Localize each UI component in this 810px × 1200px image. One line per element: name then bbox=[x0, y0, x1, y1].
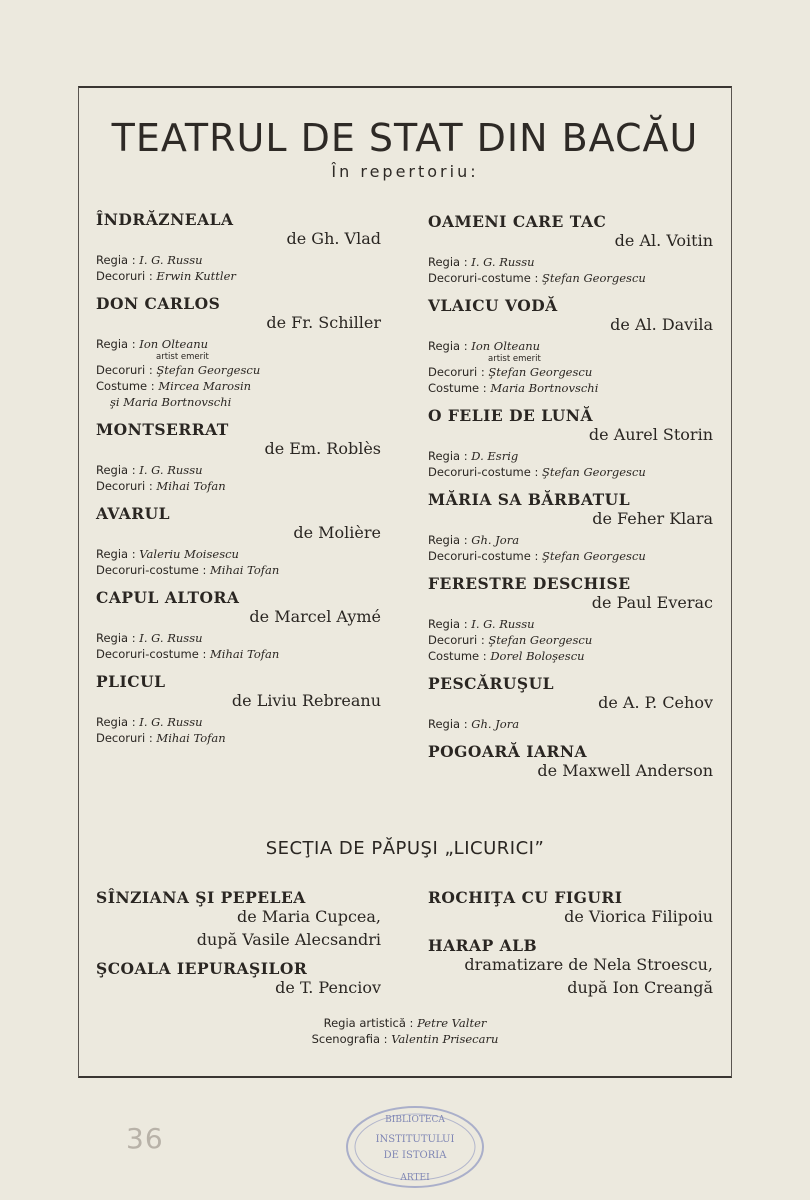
play-entry bbox=[428, 490, 713, 564]
play-title: PESCĂRUŞUL bbox=[428, 674, 555, 693]
play-title: CAPUL ALTORA bbox=[96, 588, 240, 607]
puppet-credit-line bbox=[0, 1015, 810, 1031]
credit-label: Regia : bbox=[428, 449, 468, 463]
credit-label: Regia : bbox=[96, 547, 136, 561]
puppet-left-column bbox=[96, 884, 381, 1007]
credit-name: Erwin Kuttler bbox=[156, 269, 236, 283]
credit-line bbox=[96, 462, 381, 478]
credit-label: Regia : bbox=[428, 717, 468, 731]
credit-label: Costume : bbox=[428, 381, 487, 395]
credit-label: Regia : bbox=[428, 339, 468, 353]
credit-label: Decoruri-costume : bbox=[96, 647, 207, 661]
credit-note: artist emerit bbox=[488, 354, 541, 364]
puppet-play-title: HARAP ALB bbox=[428, 936, 538, 955]
library-stamp bbox=[340, 1102, 490, 1192]
puppet-play-entry bbox=[96, 959, 381, 997]
puppet-credit-line bbox=[0, 1031, 810, 1047]
credit-name: Mircea Marosin bbox=[158, 379, 252, 393]
page-number: 36 bbox=[126, 1122, 164, 1155]
stamp-line-1: BIBLIOTECA bbox=[385, 1115, 445, 1125]
stamp-line-4: ARTEI bbox=[400, 1173, 430, 1183]
credit-name: Mihai Tofan bbox=[156, 731, 226, 745]
play-title: POGOARĂ IARNA bbox=[428, 742, 588, 761]
credit-label: Scenografia : bbox=[311, 1032, 388, 1046]
puppet-play-entry bbox=[428, 888, 713, 926]
credit-line bbox=[428, 254, 713, 270]
play-title: MĂRIA SA BĂRBATUL bbox=[428, 490, 631, 509]
play-author: de Maxwell Anderson bbox=[537, 761, 713, 780]
credit-label: Decoruri : bbox=[428, 365, 485, 379]
play-entry bbox=[96, 504, 381, 578]
credit-line bbox=[428, 548, 713, 564]
credit-label: Decoruri-costume : bbox=[428, 271, 539, 285]
credit-line bbox=[428, 632, 713, 648]
credit-name: Ion Olteanu bbox=[139, 337, 209, 351]
credit-line bbox=[428, 448, 713, 464]
puppet-credits bbox=[0, 1015, 810, 1047]
credit-label: Regia : bbox=[96, 253, 136, 267]
credit-label: Decoruri : bbox=[96, 363, 153, 377]
credit-label: Decoruri-costume : bbox=[428, 549, 539, 563]
credit-name: Ştefan Georgescu bbox=[156, 363, 261, 377]
play-entry bbox=[96, 588, 381, 662]
play-author: de Paul Everac bbox=[591, 593, 713, 612]
credit-name: Ştefan Georgescu bbox=[488, 633, 593, 647]
play-title: PLICUL bbox=[96, 672, 166, 691]
credit-name: I. G. Russu bbox=[139, 463, 203, 477]
puppet-play-author: de Viorica Filipoiu bbox=[564, 907, 713, 926]
play-author: de Liviu Rebreanu bbox=[231, 691, 381, 710]
puppet-play-title: ŞCOALA IEPURAŞILOR bbox=[96, 959, 308, 978]
puppet-play-entry bbox=[428, 936, 713, 997]
play-author: de Molière bbox=[293, 523, 381, 542]
puppet-play-author: de Maria Cupcea, bbox=[237, 907, 381, 926]
play-entry bbox=[96, 210, 381, 284]
play-title: DON CARLOS bbox=[96, 294, 221, 313]
credit-label: Regia : bbox=[96, 715, 136, 729]
credit-note: artist emerit bbox=[156, 352, 209, 362]
play-entry bbox=[96, 672, 381, 746]
credit-name: I. G. Russu bbox=[471, 617, 535, 631]
credit-name: Mihai Tofan bbox=[156, 479, 226, 493]
credit-label: Regia : bbox=[96, 631, 136, 645]
credit-line bbox=[96, 546, 381, 562]
credit-label: Decoruri-costume : bbox=[428, 465, 539, 479]
credit-label: Regia : bbox=[96, 463, 136, 477]
play-author: de Al. Voitin bbox=[614, 231, 713, 250]
credit-name: D. Esrig bbox=[471, 449, 519, 463]
play-entry bbox=[428, 296, 713, 396]
credit-name: I. G. Russu bbox=[139, 631, 203, 645]
credit-name: Mihai Tofan bbox=[210, 647, 280, 661]
play-author: de Em. Roblès bbox=[264, 439, 381, 458]
puppet-play-author: după Vasile Alecsandri bbox=[196, 930, 381, 949]
play-title: OAMENI CARE TAC bbox=[428, 212, 607, 231]
credit-line bbox=[96, 394, 381, 410]
credit-line bbox=[96, 646, 381, 662]
credit-name: Dorel Boloşescu bbox=[490, 649, 585, 663]
credit-line bbox=[96, 562, 381, 578]
credit-line bbox=[428, 716, 713, 732]
credit-line bbox=[96, 378, 381, 394]
stamp-line-2: INSTITUTULUI bbox=[375, 1134, 455, 1145]
credit-label: Decoruri : bbox=[96, 731, 153, 745]
credit-name: Gh. Jora bbox=[471, 533, 520, 547]
credit-line bbox=[428, 464, 713, 480]
play-author: de Fr. Schiller bbox=[266, 313, 381, 332]
credit-label: Regia : bbox=[96, 337, 136, 351]
play-title: ÎNDRĂZNEALA bbox=[96, 210, 234, 229]
credit-label: Regia : bbox=[428, 617, 468, 631]
repertoire-subtitle: În repertoriu: bbox=[331, 162, 479, 181]
play-title: O FELIE DE LUNĂ bbox=[428, 406, 593, 425]
credit-label: Regia : bbox=[428, 255, 468, 269]
credit-name: I. G. Russu bbox=[471, 255, 535, 269]
puppet-right-column bbox=[428, 884, 713, 1007]
credit-label: Regia artistică : bbox=[323, 1016, 414, 1030]
credit-line bbox=[96, 336, 381, 352]
credit-name: şi Maria Bortnovschi bbox=[110, 395, 232, 409]
credit-label: Regia : bbox=[428, 533, 468, 547]
play-entry bbox=[96, 294, 381, 410]
play-author: de A. P. Cehov bbox=[598, 693, 713, 712]
credit-label: Decoruri : bbox=[428, 633, 485, 647]
play-entry bbox=[428, 574, 713, 664]
play-entry bbox=[428, 742, 713, 780]
credit-name: Ştefan Georgescu bbox=[542, 549, 646, 563]
credit-name: Mihai Tofan bbox=[210, 563, 280, 577]
play-title: VLAICU VODĂ bbox=[428, 296, 558, 315]
puppet-play-author: de T. Penciov bbox=[275, 978, 381, 997]
credit-name: Ştefan Georgescu bbox=[542, 465, 646, 479]
credit-name: I. G. Russu bbox=[139, 253, 203, 267]
theatre-title: TEATRUL DE STAT DIN BACĂU bbox=[111, 116, 699, 160]
credit-line bbox=[428, 364, 713, 380]
credit-line bbox=[96, 730, 381, 746]
credit-line bbox=[428, 270, 713, 286]
credit-line bbox=[96, 268, 381, 284]
credit-line bbox=[96, 630, 381, 646]
puppet-section-heading: SECŢIA DE PĂPUŞI „LICURICI” bbox=[265, 838, 545, 859]
credit-label: Decoruri : bbox=[96, 479, 153, 493]
credit-name: Valentin Prisecaru bbox=[391, 1032, 499, 1046]
stamp-line-3: DE ISTORIA bbox=[383, 1150, 447, 1161]
play-author: de Gh. Vlad bbox=[286, 229, 381, 248]
credit-line bbox=[428, 380, 713, 396]
puppet-play-entry bbox=[96, 888, 381, 949]
credit-name: Valeriu Moisescu bbox=[139, 547, 239, 561]
play-entry bbox=[428, 406, 713, 480]
credit-name: Gh. Jora bbox=[471, 717, 520, 731]
credit-line bbox=[428, 338, 713, 354]
play-author: de Al. Davila bbox=[610, 315, 713, 334]
credit-line bbox=[96, 714, 381, 730]
credit-name: I. G. Russu bbox=[139, 715, 203, 729]
play-title: AVARUL bbox=[96, 504, 171, 523]
credit-label: Decoruri-costume : bbox=[96, 563, 207, 577]
puppet-play-title: ROCHIŢA CU FIGURI bbox=[428, 888, 623, 907]
credit-name: Petre Valter bbox=[417, 1016, 487, 1030]
puppet-play-author: după Ion Creangă bbox=[567, 978, 713, 997]
play-author: de Feher Klara bbox=[592, 509, 713, 528]
play-title: FERESTRE DESCHISE bbox=[428, 574, 631, 593]
play-entry bbox=[428, 212, 713, 286]
credit-name: Ion Olteanu bbox=[471, 339, 541, 353]
play-author: de Aurel Storin bbox=[588, 425, 713, 444]
credit-line bbox=[428, 616, 713, 632]
credit-line bbox=[428, 532, 713, 548]
puppet-play-author: dramatizare de Nela Stroescu, bbox=[464, 955, 713, 974]
credit-label: Costume : bbox=[428, 649, 487, 663]
play-entry bbox=[96, 420, 381, 494]
credit-name: Maria Bortnovschi bbox=[490, 381, 599, 395]
play-author: de Marcel Aymé bbox=[249, 607, 381, 626]
play-title: MONTSERRAT bbox=[96, 420, 229, 439]
credit-line bbox=[428, 648, 713, 664]
credit-line bbox=[96, 478, 381, 494]
credit-line bbox=[96, 362, 381, 378]
credit-label: Costume : bbox=[96, 379, 155, 393]
play-entry bbox=[428, 674, 713, 732]
credit-name: Ştefan Georgescu bbox=[488, 365, 593, 379]
puppet-play-title: SÎNZIANA ŞI PEPELEA bbox=[96, 888, 306, 907]
credit-line bbox=[96, 252, 381, 268]
credit-label: Decoruri : bbox=[96, 269, 153, 283]
credit-name: Ştefan Georgescu bbox=[542, 271, 646, 285]
right-repertoire-column bbox=[428, 208, 713, 790]
left-repertoire-column bbox=[96, 206, 381, 756]
